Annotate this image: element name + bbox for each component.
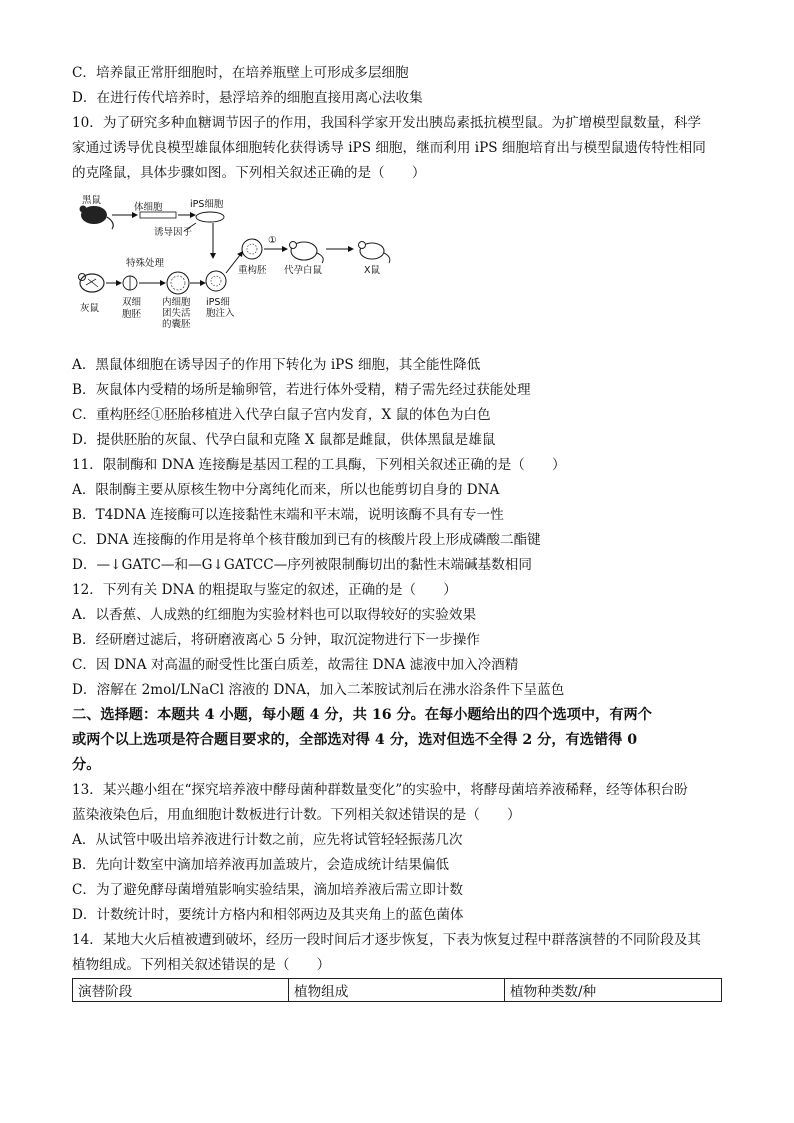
option-13b: B．先向计数室中滴加培养液再加盖玻片，会造成统计结果偏低 <box>72 857 450 873</box>
option-10d: D．提供胚胎的灰鼠、代孕白鼠和克隆 X 鼠都是雌鼠，供体黑鼠是雄鼠 <box>72 432 496 448</box>
header-plant-composition: 植物组成 <box>289 979 505 1002</box>
question-12: 12．下列有关 DNA 的粗提取与鉴定的叙述，正确的是（ ） <box>72 582 457 598</box>
label-step-one: ① <box>268 235 277 246</box>
label-gray-mouse: 灰鼠 <box>80 303 100 314</box>
label-inducing-factor: 诱导因子 <box>154 227 193 238</box>
option-10c: C．重构胚经①胚胎移植进入代孕白鼠子宫内发育，X 鼠的体色为白色 <box>72 407 491 423</box>
question-14-line-2: 植物组成。下列相关叙述错误的是（ ） <box>72 957 331 973</box>
surrogate-white-mouse-icon <box>290 242 324 264</box>
option-11b: B．T4DNA 连接酶可以连接黏性末端和平末端，说明该酶不具有专一性 <box>72 507 504 523</box>
option-11d: D．—↓GATC—和—G↓GATCC—序列被限制酶切出的黏性末端碱基数相同 <box>72 557 532 573</box>
option-12b: B．经研磨过滤后，将研磨液离心 5 分钟，取沉淀物进行下一步操作 <box>72 632 480 648</box>
question-10-line-1: 10．为了研究多种血糖调节因子的作用，我国科学家开发出胰岛素抵抗模型鼠。为扩增模型鼠数量，科学 <box>72 115 702 131</box>
label-blastocyst-1: 内细胞 <box>162 297 191 308</box>
label-surrogate-mouse: 代孕白鼠 <box>284 265 323 276</box>
option-12d: D．溶解在 2mol/LNaCl 溶液的 DNA，加入二苯胺试剂后在沸水浴条件下呈蓝色 <box>72 682 565 698</box>
option-11a: A．限制酶主要从原核生物中分离纯化而来，所以也能剪切自身的 DNA <box>72 482 500 498</box>
option-13d: D．计数统计时，要统计方格内和相邻两边及其夹角上的蓝色菌体 <box>72 907 464 923</box>
question-10-line-2: 家通过诱导优良模型雄鼠体细胞转化获得诱导 iPS 细胞，继而利用 iPS 细胞培育出与模型鼠遗传特性相同 <box>72 140 706 156</box>
option-9c: C．培养鼠正常肝细胞时，在培养瓶壁上可形成多层细胞 <box>72 65 409 81</box>
option-12a: A．以香蕉、人成熟的红细胞为实验材料也可以取得较好的实验效果 <box>72 607 477 623</box>
option-12c: C．因 DNA 对高温的耐受性比蛋白质差，故需往 DNA 滤液中加入冷酒精 <box>72 657 519 673</box>
label-black-mouse: 黑鼠 <box>82 195 102 206</box>
label-reconstructed-embryo: 重构胚 <box>238 265 267 276</box>
black-mouse-icon <box>80 206 114 230</box>
label-ips-injection-2: 胞注入 <box>206 308 235 319</box>
option-13a: A．从试管中吸出培养液进行计数之前，应先将试管轻轻振荡几次 <box>72 832 463 848</box>
label-blastocyst-3: 的囊胚 <box>162 319 191 328</box>
option-11c: C．DNA 连接酶的作用是将单个核苷酸加到已有的核酸片段上形成磷酸二酯键 <box>72 532 541 548</box>
succession-table <box>72 978 722 1002</box>
x-mouse-icon <box>359 242 390 264</box>
label-two-cell-2: 胞胚 <box>122 309 142 320</box>
label-two-cell-1: 双细 <box>122 297 142 308</box>
question-10-line-3: 的克隆鼠，具体步骤如图。下列相关叙述正确的是（ ） <box>72 165 426 181</box>
cloning-procedure-diagram <box>72 193 402 328</box>
question-14-line-1: 14．某地大火后植被遭到破坏，经历一段时间后才逐步恢复，下表为恢复过程中群落演替的不同阶段及其 <box>72 932 702 948</box>
question-13-line-2: 蓝染液染色后，用血细胞计数板进行计数。下列相关叙述错误的是（ ） <box>72 807 521 823</box>
label-blastocyst-2: 团失活 <box>162 308 191 319</box>
option-10a: A．黑鼠体细胞在诱导因子的作用下转化为 iPS 细胞，其全能性降低 <box>72 357 481 373</box>
option-9d: D．在进行传代培养时，悬浮培养的细胞直接用离心法收集 <box>72 90 423 106</box>
header-species-count: 植物种类数/种 <box>505 979 722 1002</box>
question-13-line-1: 13．某兴趣小组在“探究培养液中酵母菌种群数量变化”的实验中，将酵母菌培养液稀释，经等体积台盼 <box>72 782 688 798</box>
option-10b: B．灰鼠体内受精的场所是输卵管，若进行体外受精，精子需先经过获能处理 <box>72 382 531 398</box>
label-ips-cell: iPS细胞 <box>190 199 224 210</box>
gray-mouse-icon <box>79 274 105 293</box>
section-2-heading-line-2: 或两个以上选项是符合题目要求的，全部选对得 4 分，选对但选不全得 2 分，有选错得 0 <box>72 732 638 748</box>
header-stage: 演替阶段 <box>73 979 289 1002</box>
question-11: 11．限制酶和 DNA 连接酶是基因工程的工具酶，下列相关叙述正确的是（ ） <box>72 457 566 473</box>
label-somatic-cell: 体细胞 <box>134 202 163 213</box>
section-2-heading-line-3: 分。 <box>72 757 101 773</box>
section-2-heading-line-1: 二、选择题：本题共 4 小题，每小题 4 分，共 16 分。在每小题给出的四个选项中，有两个 <box>72 707 652 723</box>
option-13c: C．为了避免酵母菌增殖影响实验结果，滴加培养液后需立即计数 <box>72 882 464 898</box>
label-ips-injection-1: iPS细 <box>206 297 230 308</box>
label-special-treatment: 特殊处理 <box>126 258 165 269</box>
label-x-mouse: X鼠 <box>364 265 381 276</box>
table-header-row <box>73 979 722 1002</box>
